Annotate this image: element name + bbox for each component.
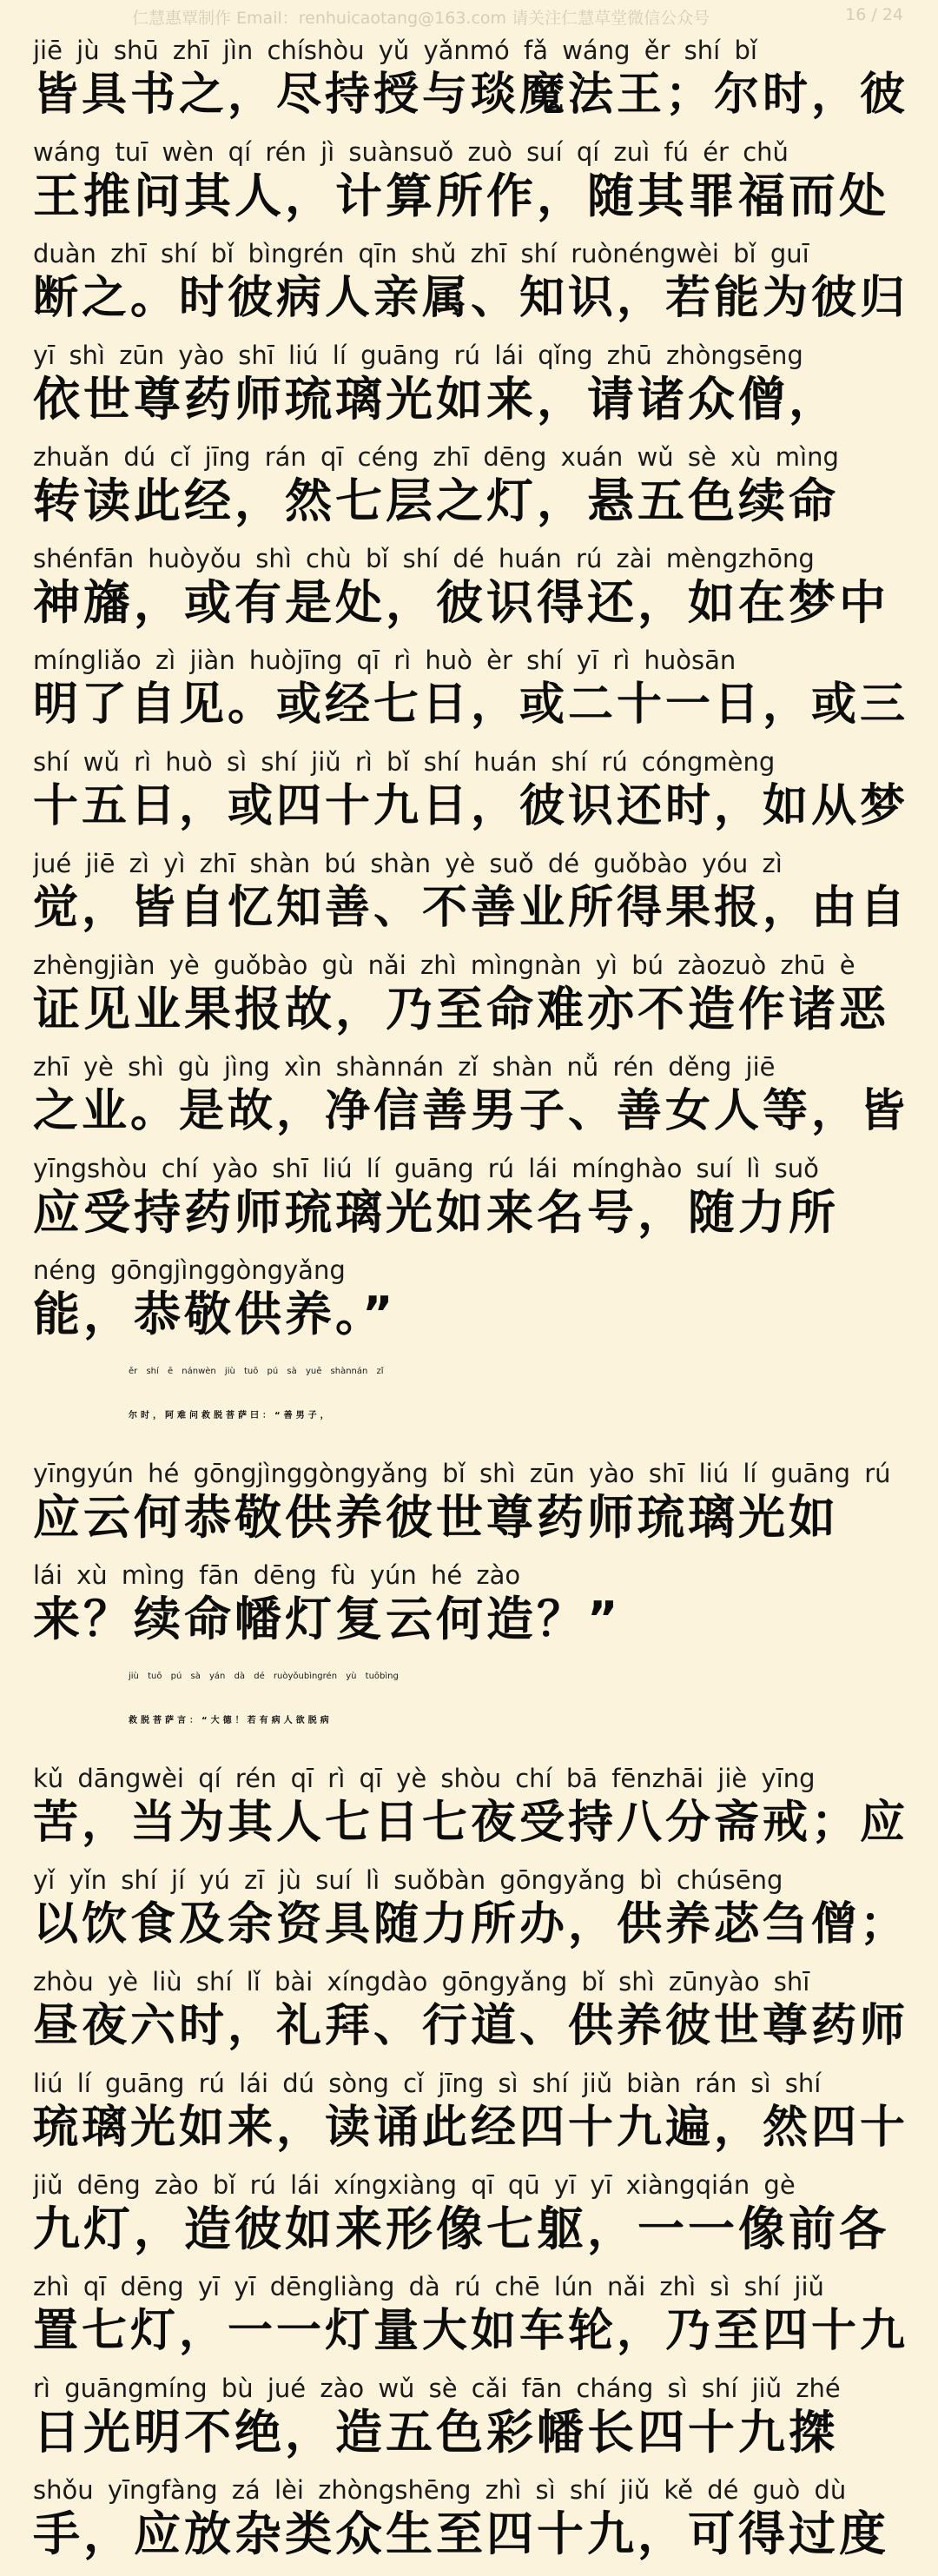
pinyin-annotation: yīngshòu chí yào shī liú lí guāng rú lái mínghào suí lì suǒ (33, 1154, 819, 1183)
pinyin-annotation: zhòu yè liù shí lǐ bài xíngdào gōngyǎng bǐ shì zūnyào shī (33, 1967, 810, 1997)
hanzi-text: 尔时，阿难问救脱菩萨曰：“善男子， (129, 1411, 333, 1420)
text-line (33, 1661, 919, 1763)
text-line (33, 645, 919, 746)
pinyin-annotation: ěr shí ē nánwèn jiù tuō pú sà yuē shànnán zǐ (129, 1367, 384, 1376)
pinyin-annotation: rì guāngmíng bù jué zào wǔ sè cǎi fān cháng sì shí jiǔ zhé (33, 2374, 841, 2403)
text-line (33, 2068, 919, 2169)
text-line (33, 746, 919, 848)
hanzi-text: 琉璃光如来，读诵此经四十九遍，然四十 (33, 2102, 909, 2154)
page-indicator: 16 / 24 (845, 5, 903, 24)
pinyin-annotation: míngliǎo zì jiàn huòjīng qī rì huò èr shí yī rì huòsān (33, 646, 737, 675)
pinyin-annotation: zhuǎn dú cǐ jīng rán qī céng zhī dēng xuán wǔ sè xù mìng (33, 442, 839, 472)
pinyin-annotation: jiù tuō pú sà yán dà dé ruòyǒubìngrén yù tuōbìng (129, 1672, 399, 1681)
pinyin-annotation: jiǔ dēng zào bǐ rú lái xíngxiàng qī qū yī yī xiàngqián gè (33, 2170, 796, 2200)
text-line (33, 1356, 919, 1458)
text-line (33, 1255, 919, 1356)
hanzi-text: 置七灯，一一灯量大如车轮，乃至四十九 (33, 2305, 909, 2357)
text-line (33, 2169, 919, 2271)
text-line (33, 848, 919, 950)
text-line (33, 136, 919, 238)
text-line (33, 1153, 919, 1255)
hanzi-text: 转读此经，然七层之灯，悬五色续命 (33, 473, 839, 528)
text-line (33, 1864, 919, 1966)
watermark-header (0, 0, 938, 31)
text-line (33, 1051, 919, 1153)
pinyin-annotation: zhì qī dēng yī yī dēngliàng dà rú chē lún nǎi zhì sì shí jiǔ (33, 2272, 824, 2301)
hanzi-text: 王推问其人，计算所作，随其罪福而处 (33, 169, 889, 223)
pinyin-annotation: yī shì zūn yào shī liú lí guāng rú lái qǐng zhū zhòngsēng (33, 341, 803, 370)
pinyin-annotation: liú lí guāng rú lái dú sòng cǐ jīng sì shí jiǔ biàn rán sì shí (33, 2069, 822, 2098)
scripture-text (33, 35, 919, 2576)
pinyin-annotation: zhèngjiàn yè guǒbào gù nǎi zhì mìngnàn yì bú zàozuò zhū è (33, 950, 855, 980)
text-line (33, 1458, 919, 1560)
pinyin-annotation: néng gōngjìnggòngyǎng (33, 1255, 346, 1285)
hanzi-text: 应受持药师琉璃光如来名号，随力所 (33, 1185, 839, 1240)
hanzi-text: 皆具书之，尽持授与琰魔法王；尔时，彼 (33, 69, 909, 121)
hanzi-text: 手，应放杂类众生至四十九，可得过度 (33, 2506, 889, 2561)
text-line (33, 2474, 919, 2576)
hanzi-text: 九灯，造彼如来形像七躯，一一像前各 (33, 2202, 889, 2256)
text-line (33, 340, 919, 441)
pinyin-annotation: zhī yè shì gù jìng xìn shànnán zǐ shàn nǚ rén děng jiē (33, 1052, 776, 1082)
text-line (33, 2271, 919, 2373)
hanzi-text: 依世尊药师琉璃光如来，请诸众僧， (33, 372, 839, 427)
text-line (33, 1966, 919, 2068)
hanzi-text: 应云何恭敬供养彼世尊药师琉璃光如 (33, 1490, 839, 1545)
text-line (33, 238, 919, 340)
hanzi-text: 能，恭敬供养。” (33, 1287, 397, 1341)
text-line (33, 1560, 919, 1661)
pinyin-annotation: shǒu yīngfàng zá lèi zhòngshēng zhì sì shí jiǔ kě dé guò dù (33, 2475, 847, 2505)
pinyin-annotation: yīngyún hé gōngjìnggòngyǎng bǐ shì zūn yào shī liú lí guāng rú (33, 1459, 891, 1488)
pinyin-annotation: shénfān huòyǒu shì chù bǐ shí dé huán rú zài mèngzhōng (33, 544, 815, 573)
pinyin-annotation: jiē jù shū zhī jìn chíshòu yǔ yǎnmó fǎ wáng ěr shí bǐ (33, 36, 757, 65)
pinyin-annotation: lái xù mìng fān dēng fù yún hé zào (33, 1560, 521, 1590)
hanzi-text: 昼夜六时，礼拜、行道、供养彼世尊药师 (33, 2000, 909, 2052)
text-line (33, 35, 919, 136)
hanzi-text: 觉，皆自忆知善、不善业所得果报，由自 (33, 882, 909, 934)
pinyin-annotation: jué jiē zì yì zhī shàn bú shàn yè suǒ dé guǒbào yóu zì (33, 849, 783, 878)
hanzi-text: 断之。时彼病人亲属、知识，若能为彼归 (33, 272, 909, 324)
hanzi-text: 之业。是故，净信善男子、善女人等，皆 (33, 1085, 909, 1137)
pinyin-annotation: shí wǔ rì huò sì shí jiǔ rì bǐ shí huán shí rú cóngmèng (33, 747, 776, 777)
hanzi-text: 以饮食及余资具随力所办，供养苾刍僧； (33, 1898, 909, 1950)
hanzi-text: 十五日，或四十九日，彼识还时，如从梦 (33, 780, 909, 832)
pinyin-annotation: duàn zhī shí bǐ bìngrén qīn shǔ zhī shí ruònéngwèi bǐ guī (33, 239, 809, 268)
hanzi-text: 来？续命幡灯复云何造？” (33, 1592, 622, 1646)
hanzi-text: 证见业果报故，乃至命难亦不造作诸恶 (33, 982, 889, 1036)
hanzi-text: 救脱菩萨言：“大德！若有病人欲脱病 (129, 1716, 333, 1725)
text-line (33, 1763, 919, 1864)
hanzi-text: 日光明不绝，造五色彩幡长四十九搩 (33, 2405, 839, 2460)
text-line (33, 2373, 919, 2474)
pinyin-annotation: yǐ yǐn shí jí yú zī jù suí lì suǒbàn gōngyǎng bì chúsēng (33, 1865, 783, 1895)
text-line (33, 950, 919, 1051)
text-line (33, 543, 919, 645)
hanzi-text: 明了自见。或经七日，或二十一日，或三 (33, 679, 909, 731)
pinyin-annotation: wáng tuī wèn qí rén jì suànsuǒ zuò suí qí zuì fú ér chǔ (33, 137, 789, 167)
hanzi-text: 神旛，或有是处，彼识得还，如在梦中 (33, 575, 889, 630)
hanzi-text: 苦，当为其人七日七夜受持八分斋戒；应 (33, 1797, 909, 1849)
watermark-text: 仁慧惠覃制作 Email：renhuicaotang@163.com 请关注仁慧草堂微信公众号 (132, 9, 710, 28)
text-line (33, 441, 919, 543)
pinyin-annotation: kǔ dāngwèi qí rén qī rì qī yè shòu chí bā fēnzhāi jiè yīng (33, 1764, 816, 1793)
